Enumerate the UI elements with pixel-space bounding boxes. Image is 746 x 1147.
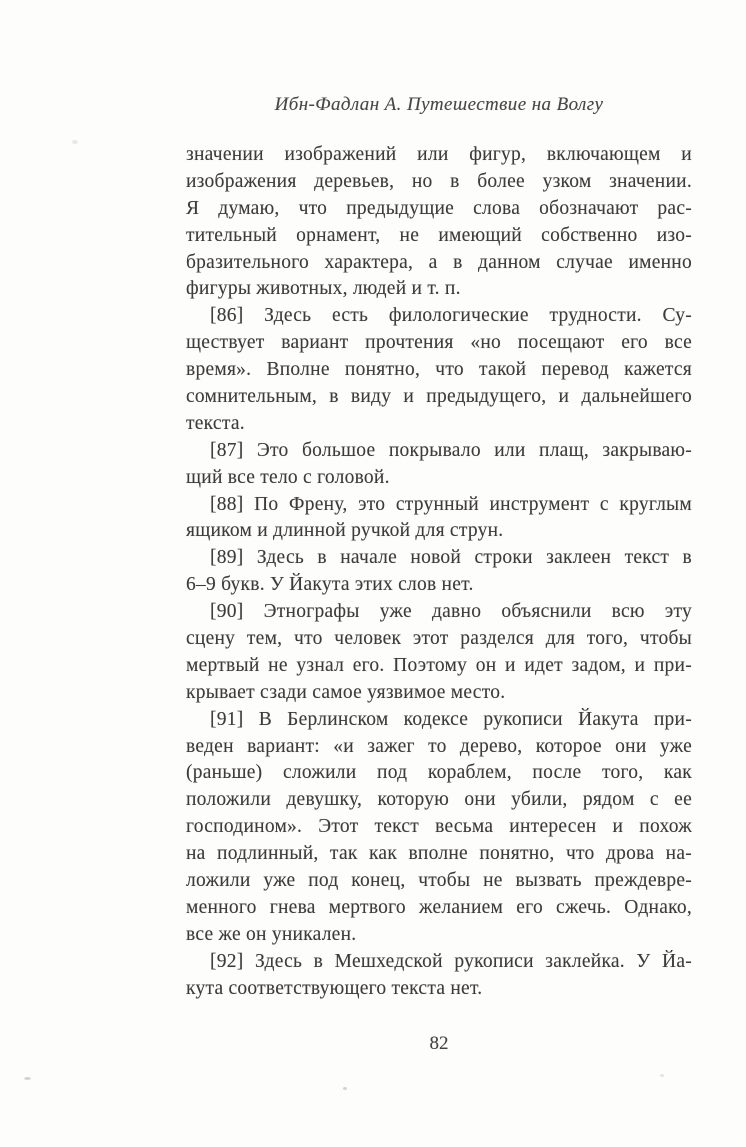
text-line: время». Вполне понятно, что такой перевод кажется: [186, 359, 692, 381]
body-text: [186, 142, 692, 1003]
paragraph: [186, 545, 692, 599]
page-number: 82: [429, 1033, 449, 1054]
text-line: текста.: [186, 412, 245, 434]
text-line: господином». Этот текст весьма интересен и похож: [186, 816, 692, 838]
text-line: ложили уже под конец, чтобы не вызвать преждевре-: [186, 870, 692, 892]
text-line: [88] По Френу, это струнный инструмент с круглым: [210, 493, 692, 515]
text-line: значении изображений или фигур, включающем и: [186, 144, 692, 165]
paragraph: [186, 142, 692, 303]
text-line: положили девушку, которую они убили, рядом с ее: [186, 789, 692, 811]
text-line: [89] Здесь в начале новой строки заклеен текст в: [210, 547, 692, 569]
text-line: [90] Этнографы уже давно объяснили всю эту: [210, 601, 692, 623]
text-line: сомнительным, в виду и предыдущего, и дальнейшего: [186, 386, 692, 408]
text-line: мертвый не узнал его. Поэтому он и идет задом, и при-: [186, 654, 692, 676]
text-line: менного гнева мертвого желанием его сжечь. Однако,: [186, 896, 692, 918]
text-line: [86] Здесь есть филологические трудности. Су-: [210, 305, 692, 327]
paragraph: [186, 438, 692, 492]
text-line: на подлинный, так как вполне понятно, что дрова на-: [186, 843, 692, 865]
scan-speck: [660, 1074, 664, 1077]
text-line: фигуры животных, людей и т. п.: [186, 278, 461, 300]
scan-speck: [24, 1077, 31, 1080]
text-line: кута соответствующего текста нет.: [186, 977, 483, 999]
text-line: [87] Это большое покрывало или плащ, закрываю-: [210, 439, 692, 461]
text-line: [91] В Берлинском кодексе рукописи Йакута при-: [210, 708, 692, 730]
text-line: все же он уникален.: [186, 923, 357, 945]
paragraph: [186, 599, 692, 707]
scan-speck: [343, 1087, 347, 1090]
paragraph: [186, 707, 692, 949]
text-line: (раньше) сложили под кораблем, после того, как: [186, 762, 692, 784]
text-line: ящиком и длинной ручкой для струн.: [186, 520, 504, 542]
text-line: Я думаю, что предыдущие слова обозначают рас-: [186, 197, 692, 219]
text-line: щий все тело с головой.: [186, 466, 390, 488]
paragraph: [186, 492, 692, 546]
paragraph: [186, 949, 692, 1003]
running-header: Ибн-Фадлан А. Путешествие на Волгу: [274, 94, 604, 115]
scan-speck: [72, 140, 78, 144]
text-line: изображения деревьев, но в более узком значении.: [186, 170, 692, 192]
text-line: ществует вариант прочтения «но посещают его все: [186, 332, 692, 354]
text-line: [92] Здесь в Мешхедской рукописи заклейка. У Йа-: [210, 950, 692, 972]
text-line: веден вариант: «и зажег то дерево, которое они уже: [186, 735, 692, 757]
text-line: крывает сзади самое уязвимое место.: [186, 681, 506, 703]
paragraph: [186, 303, 692, 437]
text-line: 6–9 букв. У Йакута этих слов нет.: [186, 574, 474, 596]
text-line: тительный орнамент, не имеющий собственно изо-: [186, 224, 692, 246]
text-line: бразительного характера, а в данном случае именно: [186, 251, 692, 273]
text-line: сцену тем, что человек этот разделся для того, чтобы: [186, 628, 692, 650]
